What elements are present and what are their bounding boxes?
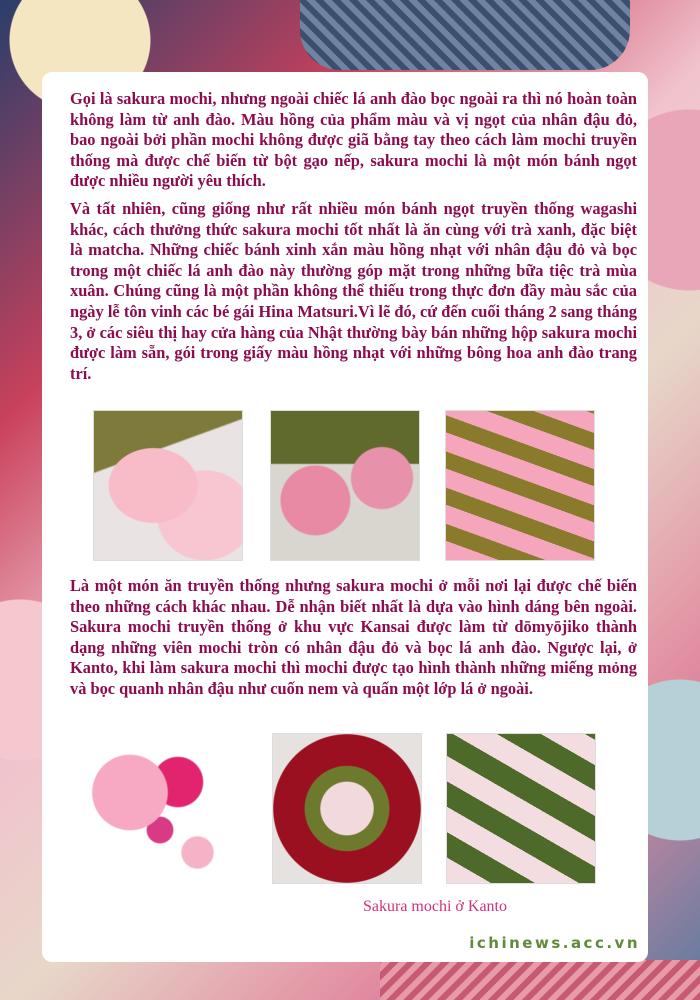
paragraph-regional: Là một món ăn truyền thống nhưng sakura mochi ở mỗi nơi lại được chế biến theo những cách khác nhau. Dễ nhận biết nhất là dựa vào hình dáng bên ngoài. Sakura mochi truyền thống ở khu vực Kansai được làm từ dōmyōjiko thành dạng những viên mochi tròn có nhân đậu đỏ và bọc lá anh đào. Ngược lại, ở Kanto, khi làm sakura mochi thì mochi được tạo hình thành những miếng mỏng và bọc quanh nhân đậu như cuốn nem và quấn một lớp lá ở ngoài. bbox=[70, 576, 637, 698]
decorative-pattern-top bbox=[300, 0, 630, 70]
photo-kanto-mochi-1 bbox=[272, 733, 422, 884]
photo-sakura-mochi-1 bbox=[93, 410, 243, 561]
paragraph-intro: Gọi là sakura mochi, nhưng ngoài chiếc lá anh đào bọc ngoài ra thì nó hoàn toàn không làm từ anh đào. Màu hồng của phẩm màu và vị ngọt của nhân đậu đỏ, bao ngoài bởi phần mochi không được giã bằng tay theo cách làm mochi truyền thống mà được chế biến từ bột gạo nếp, sakura mochi là một món bánh ngọt được nhiều người yêu thích. bbox=[70, 89, 637, 191]
paragraph-tea: Và tất nhiên, cũng giống như rất nhiều món bánh ngọt truyền thống wagashi khác, cách thưởng thức sakura mochi tốt nhất là ăn cùng với trà xanh, đặc biệt là matcha. Những chiếc bánh xinh xắn màu hồng nhạt với nhân đậu đỏ và bọc trong một chiếc lá anh đào này thường góp mặt trong những bữa tiệc trà mùa xuân. Chúng cũng là một phần không thể thiếu trong thực đơn đầy màu sắc của ngày lễ tôn vinh các bé gái Hina Matsuri.Vì lẽ đó, cứ đến cuối tháng 2 sang tháng 3, ở các siêu thị hay cửa hàng của Nhật thường bày bán những hộp sakura mochi được làm sẵn, gói trong giấy màu hồng nhạt với những bông hoa anh đào trang trí. bbox=[70, 199, 637, 383]
photo-sakura-mochi-3 bbox=[445, 410, 595, 561]
photo-caption: Sakura mochi ở Kanto bbox=[363, 898, 507, 915]
photo-kanto-mochi-2 bbox=[446, 733, 596, 884]
source-watermark: ichinews.acc.vn bbox=[469, 934, 640, 952]
photo-sakura-mochi-2 bbox=[270, 410, 420, 561]
decorative-pattern-bottom bbox=[380, 960, 700, 1000]
sakura-flower-illustration bbox=[70, 740, 220, 890]
